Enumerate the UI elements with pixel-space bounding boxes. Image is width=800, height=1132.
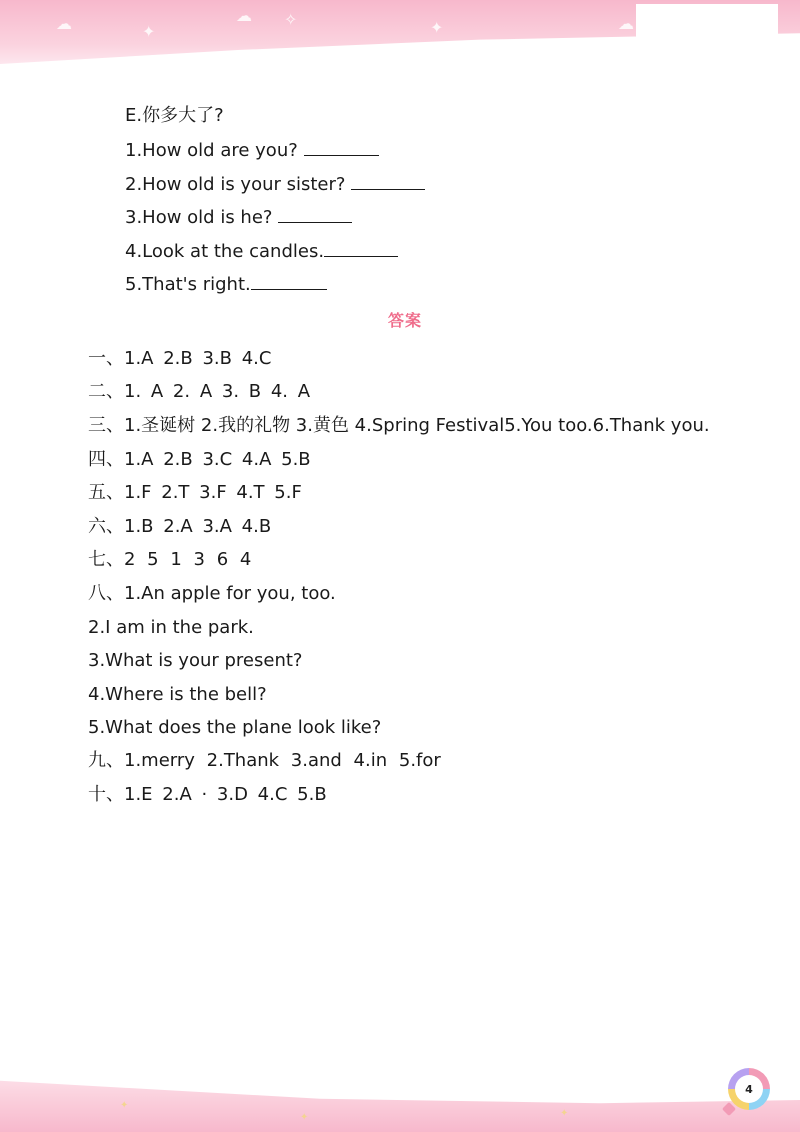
- sparkle-icon: ✦: [430, 18, 444, 37]
- answer-line: 十、1.E 2.A · 3.D 4.C 5.B: [88, 784, 327, 805]
- question-text: 1.How old are you?: [125, 140, 298, 161]
- answer-line: 四、1.A 2.B 3.C 4.A 5.B: [88, 449, 311, 470]
- cloud-icon: ☁: [236, 6, 252, 25]
- answer-line: 六、1.B 2.A 3.A 4.B: [88, 516, 272, 537]
- answer-line: 一、1.A 2.B 3.B 4.C: [88, 348, 272, 369]
- question-line: [125, 271, 327, 297]
- star-icon: ✧: [284, 10, 298, 29]
- star-icon: ✦: [120, 1100, 129, 1111]
- question-line: [125, 204, 352, 230]
- question-text: 2.How old is your sister?: [125, 174, 346, 195]
- answer-line: 七、2 5 1 3 6 4: [88, 549, 252, 570]
- answer-blank[interactable]: [351, 171, 425, 190]
- answer-line: 5.What does the plane look like?: [88, 717, 382, 738]
- answer-blank[interactable]: [304, 137, 379, 156]
- answer-line: 2.I am in the park.: [88, 617, 254, 638]
- answer-line: 九、1.merry 2.Thank 3.and 4.in 5.for: [88, 750, 441, 771]
- question-text: 4.Look at the candles.: [125, 241, 325, 262]
- cloud-icon: ☁: [618, 14, 634, 33]
- answer-blank[interactable]: [324, 238, 398, 257]
- answer-blank[interactable]: [278, 204, 352, 223]
- sparkle-icon: ✦: [142, 22, 156, 41]
- cloud-icon: ☁: [56, 14, 72, 33]
- star-icon: ✦: [560, 1108, 569, 1119]
- answer-line: 3.What is your present?: [88, 650, 303, 671]
- answer-line: 4.Where is the bell?: [88, 684, 267, 705]
- header-box: [636, 4, 778, 48]
- answer-line: 五、1.F 2.T 3.F 4.T 5.F: [88, 482, 302, 503]
- answer-line: 三、1.圣诞树 2.我的礼物 3.黄色 4.Spring Festival5.You too.6.Thank you.: [88, 415, 710, 436]
- question-text: 3.How old is he?: [125, 207, 273, 228]
- answer-line: 二、1. A 2. A 3. B 4. A: [88, 381, 311, 402]
- question-line: [125, 137, 379, 163]
- star-icon: ✦: [300, 1112, 309, 1123]
- page-number: 4: [735, 1075, 763, 1103]
- answer-line: 八、1.An apple for you, too.: [88, 583, 336, 604]
- answer-blank[interactable]: [251, 271, 327, 290]
- page-number-badge: [728, 1068, 770, 1110]
- question-line: [125, 171, 425, 197]
- question-line: [125, 238, 398, 264]
- answer-key-title: 答案: [388, 311, 423, 330]
- section-heading: E.你多大了?: [125, 105, 224, 126]
- question-text: 5.That's right.: [125, 274, 251, 295]
